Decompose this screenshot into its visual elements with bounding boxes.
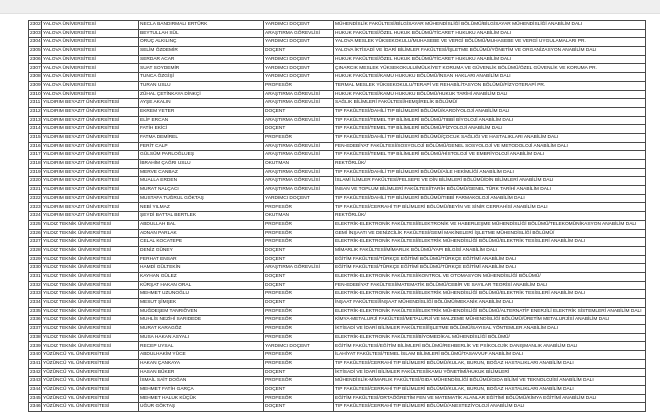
department-cell: İKTİSADİ VE İDARİ BİLİMLER FAKÜLTESİ/KAMU YÖNETİMİ/HUKUK BİLİMLERİ <box>334 368 646 377</box>
table-row <box>29 186 646 195</box>
table-row <box>29 394 646 403</box>
row-number-cell: 2325 <box>29 220 42 229</box>
person-name-cell: ABDULLAH BAL <box>139 220 264 229</box>
department-cell: TIP FAKÜLTESİ/CERRAHİ TIP BİLİMLERİ BÖLÜMÜ/KULAK, BURUN, BOĞAZ HASTALIKLARI ANABİLİM DALI <box>334 385 646 394</box>
table-row <box>29 299 646 308</box>
person-name-cell: MUALLA ERDEN <box>139 177 264 186</box>
academic-title-cell: ARAŞTIRMA GÖREVLİSİ <box>264 264 334 273</box>
person-name-cell: ORUÇ ALKILINÇ <box>139 38 264 47</box>
academic-title-cell: DOÇENT <box>264 299 334 308</box>
university-cell: YÜZÜNCÜ YIL ÜNİVERSİTESİ <box>42 403 139 412</box>
table-row <box>29 81 646 90</box>
university-cell: YILDIZ TEKNİK ÜNİVERSİTESİ <box>42 264 139 273</box>
table-row <box>29 359 646 368</box>
person-name-cell: CELAL KOCATEPE <box>139 238 264 247</box>
department-cell: ELEKTRİK-ELEKTRONİK FAKÜLTESİ/ELEKTRİK MÜHENDİSLİĞİ BÖLÜMÜ/ELEKTRİK TESİSLERİ ANABİLİM DALI <box>334 238 646 247</box>
table-row <box>29 142 646 151</box>
university-cell: YÜZÜNCÜ YIL ÜNİVERSİTESİ <box>42 359 139 368</box>
table-row <box>29 73 646 82</box>
row-number-cell: 2310 <box>29 90 42 99</box>
table-row <box>29 107 646 116</box>
department-cell: REKTÖRLÜK/ <box>334 160 646 169</box>
table-row <box>29 377 646 386</box>
department-cell: SAĞLIK BİLİMLERİ FAKÜLTESİ/HEMŞİRELİK BÖLÜMÜ/ <box>334 99 646 108</box>
university-cell: YALOVA ÜNİVERSİTESİ <box>42 29 139 38</box>
row-number-cell: 2322 <box>29 194 42 203</box>
person-name-cell: ABDULHAKİM YÜCE <box>139 351 264 360</box>
row-number-cell: 2329 <box>29 255 42 264</box>
academic-title-cell: PROFESÖR <box>264 316 334 325</box>
department-cell: İSLAMİ İLİMLER FAKÜLTESİ/FELSEFE VE DİN BİLİMLERİ BÖLÜMÜ/DİN BİLİMLERİ ANABİLİM DALI <box>334 177 646 186</box>
university-cell: YILDIRIM BEYAZIT ÜNİVERSİTESİ <box>42 212 139 221</box>
table-row <box>29 177 646 186</box>
academic-title-cell: YARDIMCI DOÇENT <box>264 21 334 30</box>
table-row <box>29 203 646 212</box>
university-cell: YILDIZ TEKNİK ÜNİVERSİTESİ <box>42 342 139 351</box>
academic-title-cell: PROFESÖR <box>264 351 334 360</box>
row-number-cell: 2341 <box>29 359 42 368</box>
university-cell: YILDIZ TEKNİK ÜNİVERSİTESİ <box>42 307 139 316</box>
person-name-cell: UĞUR GÖKTAŞ <box>139 403 264 412</box>
university-cell: YILDIZ TEKNİK ÜNİVERSİTESİ <box>42 325 139 334</box>
table-row <box>29 403 646 412</box>
person-name-cell: KÜRŞAT HAKAN ORAL <box>139 281 264 290</box>
person-name-cell: SUAT SOYDEMİR <box>139 64 264 73</box>
university-cell: YALOVA ÜNİVERSİTESİ <box>42 73 139 82</box>
person-name-cell: MUHLİS NEZİHİ SARIDEDE <box>139 316 264 325</box>
table-row <box>29 133 646 142</box>
university-cell: YILDIZ TEKNİK ÜNİVERSİTESİ <box>42 229 139 238</box>
row-number-cell: 2305 <box>29 47 42 56</box>
row-number-cell: 2304 <box>29 38 42 47</box>
academic-title-cell: DOÇENT <box>264 107 334 116</box>
department-cell: YALOVA MESLEK YÜKSEKOKULU/MUHASEBE VE VERGİ BÖLÜMÜ/MUHASEBE VE VERGİ UYGULAMALARI PR. <box>334 38 646 47</box>
academic-title-cell: ARAŞTIRMA GÖREVLİSİ <box>264 90 334 99</box>
table-row <box>29 368 646 377</box>
table-row <box>29 238 646 247</box>
table-row <box>29 125 646 134</box>
department-cell: FEN-EDEBİYAT FAKÜLTESİ/SOSYOLOJİ BÖLÜMÜ/GENEL SOSYOLOJİ VE METODOLOJİ ANABİLİM DALI <box>334 142 646 151</box>
academic-title-cell: PROFESÖR <box>264 333 334 342</box>
person-name-cell: EKREM YETER <box>139 107 264 116</box>
university-cell: YILDIRIM BEYAZIT ÜNİVERSİTESİ <box>42 99 139 108</box>
person-name-cell: MURAT KARAGÖZ <box>139 325 264 334</box>
row-number-cell: 2345 <box>29 394 42 403</box>
academic-title-cell: OKUTMAN <box>264 212 334 221</box>
table-row <box>29 307 646 316</box>
academic-title-cell: ARAŞTIRMA GÖREVLİSİ <box>264 151 334 160</box>
person-name-cell: SELİM ÖZDEMİR <box>139 47 264 56</box>
person-name-cell: FERİT CALP <box>139 142 264 151</box>
row-number-cell: 2306 <box>29 55 42 64</box>
university-cell: YILDIRIM BEYAZIT ÜNİVERSİTESİ <box>42 168 139 177</box>
table-row <box>29 333 646 342</box>
row-number-cell: 2330 <box>29 264 42 273</box>
row-number-cell: 2346 <box>29 403 42 412</box>
row-number-cell: 2302 <box>29 21 42 30</box>
academic-title-cell: ARAŞTIRMA GÖREVLİSİ <box>264 29 334 38</box>
table-row <box>29 151 646 160</box>
row-number-cell: 2312 <box>29 107 42 116</box>
department-cell: MİMARLIK FAKÜLTESİ/MİMARLIK BÖLÜMÜ/YAPI BİLGİSİ ANABİLİM DALI <box>334 246 646 255</box>
academic-title-cell: DOÇENT <box>264 255 334 264</box>
person-name-cell: FERHAT ENSAR <box>139 255 264 264</box>
department-cell: TIP FAKÜLTESİ/CERRAHİ TIP BİLİMLERİ BÖLÜMÜ/KULAK, BURUN, BOĞAZ HASTALIKLARI ANABİLİM DALI <box>334 359 646 368</box>
table-row <box>29 264 646 273</box>
row-number-cell: 2317 <box>29 151 42 160</box>
university-cell: YÜZÜNCÜ YIL ÜNİVERSİTESİ <box>42 394 139 403</box>
university-cell: YILDIRIM BEYAZIT ÜNİVERSİTESİ <box>42 151 139 160</box>
university-cell: YILDIZ TEKNİK ÜNİVERSİTESİ <box>42 290 139 299</box>
department-cell: FEN-EDEBİYAT FAKÜLTESİ/MATEMATİK BÖLÜMÜ/CEBİR VE SAYILAR TEORİSİ ANABİLİM DALI <box>334 281 646 290</box>
academic-title-cell: PROFESÖR <box>264 238 334 247</box>
person-name-cell: MESUT ŞİMŞEK <box>139 299 264 308</box>
department-cell: ÇINARCIK MESLEK YÜKSEKOKULU/MÜLKİYET KORUMA VE GÜVENLİK BÖLÜMÜ/ÖZEL GÜVENLİK VE KORUMA PR. <box>334 64 646 73</box>
person-name-cell: MUSTAFA TUĞRUL GÖKTAŞ <box>139 194 264 203</box>
table-row <box>29 160 646 169</box>
page-top-margin-strip <box>0 0 660 14</box>
person-name-cell: HAKAN ÇANKAYA <box>139 359 264 368</box>
table-row <box>29 29 646 38</box>
university-cell: YILDIZ TEKNİK ÜNİVERSİTESİ <box>42 238 139 247</box>
person-name-cell: AYŞE AKALIN <box>139 99 264 108</box>
department-cell: MÜHENDİSLİK-MİMARLIK FAKÜLTESİ/GIDA MÜHENDİSLİĞİ BÖLÜMÜ/GIDA BİLİMİ VE TEKNOLOJİSİ ANABİLİM DALI <box>334 377 646 386</box>
table-row <box>29 168 646 177</box>
table-row <box>29 55 646 64</box>
person-name-cell: SERDAR ACAR <box>139 55 264 64</box>
person-name-cell: KAYHAN GÜLEZ <box>139 272 264 281</box>
academic-title-cell: PROFESÖR <box>264 307 334 316</box>
university-cell: YILDIZ TEKNİK ÜNİVERSİTESİ <box>42 299 139 308</box>
department-cell: ELEKTRİK-ELEKTRONİK FAKÜLTESİ/ELEKTRONİK VE HABERLEŞME MÜHENDİSLİĞİ BÖLÜMÜ/TELEKOMÜNİKASYON ANABİLİM DALI <box>334 220 646 229</box>
department-cell: HUKUK FAKÜLTESİ/ÖZEL HUKUK BÖLÜMÜ/TİCARET HUKUKU ANABİLİM DALI <box>334 29 646 38</box>
table-row <box>29 212 646 221</box>
university-cell: YILDIZ TEKNİK ÜNİVERSİTESİ <box>42 246 139 255</box>
row-number-cell: 2316 <box>29 142 42 151</box>
row-number-cell: 2308 <box>29 73 42 82</box>
row-number-cell: 2334 <box>29 299 42 308</box>
table-row <box>29 220 646 229</box>
person-name-cell: TUNCA ÖZGİŞİ <box>139 73 264 82</box>
row-number-cell: 2333 <box>29 290 42 299</box>
row-number-cell: 2320 <box>29 177 42 186</box>
person-name-cell: MEHMET FATİH GARÇA <box>139 385 264 394</box>
academic-title-cell: PROFESÖR <box>264 325 334 334</box>
row-number-cell: 2327 <box>29 238 42 247</box>
row-number-cell: 2314 <box>29 125 42 134</box>
row-number-cell: 2340 <box>29 351 42 360</box>
person-name-cell: ADNAN PARLAK <box>139 229 264 238</box>
academic-title-cell: OKUTMAN <box>264 160 334 169</box>
academic-title-cell: PROFESÖR <box>264 220 334 229</box>
academic-title-cell: YARDIMCI DOÇENT <box>264 38 334 47</box>
academic-title-cell: PROFESÖR <box>264 133 334 142</box>
department-cell: MÜHENDİSLİK FAKÜLTESİ/BİLGİSAYAR MÜHENDİSLİĞİ BÖLÜMÜ/BİLGİSAYAR MÜHENDİSLİĞİ ANABİLİM DALI <box>334 21 646 30</box>
academic-title-cell: YARDIMCI DOÇENT <box>264 194 334 203</box>
academic-title-cell: DOÇENT <box>264 403 334 412</box>
academic-title-cell: ARAŞTIRMA GÖREVLİSİ <box>264 186 334 195</box>
dismissal-list-table <box>28 20 646 412</box>
row-number-cell: 2324 <box>29 212 42 221</box>
table-row <box>29 21 646 30</box>
academic-title-cell: DOÇENT <box>264 385 334 394</box>
university-cell: YILDIRIM BEYAZIT ÜNİVERSİTESİ <box>42 160 139 169</box>
table-row <box>29 47 646 56</box>
university-cell: YILDIRIM BEYAZIT ÜNİVERSİTESİ <box>42 186 139 195</box>
university-cell: YALOVA ÜNİVERSİTESİ <box>42 38 139 47</box>
row-number-cell: 2337 <box>29 325 42 334</box>
department-cell: İLAHİYAT FAKÜLTESİ/TEMEL İSLAM BİLİMLERİ BÖLÜMÜ/TASAVVUF ANABİLİM DALI <box>334 351 646 360</box>
university-cell: YÜZÜNCÜ YIL ÜNİVERSİTESİ <box>42 368 139 377</box>
department-cell: TIP FAKÜLTESİ/CERRAHİ TIP BİLİMLERİ BÖLÜMÜ/BEYİN VE SİNİR CERRAHİSİ ANABİLİM DALI <box>334 203 646 212</box>
academic-title-cell: ARAŞTIRMA GÖREVLİSİ <box>264 177 334 186</box>
document-page <box>28 20 646 412</box>
academic-title-cell: ARAŞTIRMA GÖREVLİSİ <box>264 142 334 151</box>
university-cell: YÜZÜNCÜ YIL ÜNİVERSİTESİ <box>42 385 139 394</box>
department-cell: HUKUK FAKÜLTESİ/KAMU HUKUKU BÖLÜMÜ/HUKUK TARİHİ ANABİLİM DALI <box>334 90 646 99</box>
person-name-cell: FATİH EKİCİ <box>139 125 264 134</box>
row-number-cell: 2342 <box>29 368 42 377</box>
person-name-cell: HAMDİ GÜLTEKİN <box>139 264 264 273</box>
person-name-cell: MUĞDEŞEM TANRIÖVEN <box>139 307 264 316</box>
university-cell: YILDIZ TEKNİK ÜNİVERSİTESİ <box>42 272 139 281</box>
table-row <box>29 38 646 47</box>
row-number-cell: 2336 <box>29 316 42 325</box>
academic-title-cell: DOÇENT <box>264 368 334 377</box>
row-number-cell: 2335 <box>29 307 42 316</box>
row-number-cell: 2307 <box>29 64 42 73</box>
table-row <box>29 255 646 264</box>
table-row <box>29 325 646 334</box>
university-cell: YALOVA ÜNİVERSİTESİ <box>42 55 139 64</box>
row-number-cell: 2332 <box>29 281 42 290</box>
department-cell: ELEKTRİK-ELEKTRONİK FAKÜLTESİ/ELEKTRİK MÜHENDİSLİĞİ BÖLÜMÜ/ALTERNATİF ENERJİLİ ELEKTRİK SİSTEMLERİ ANABİLİM DALI <box>334 307 646 316</box>
academic-title-cell: YARDIMCI DOÇENT <box>264 342 334 351</box>
person-name-cell: MEHMET UZUNOĞLU <box>139 290 264 299</box>
row-number-cell: 2311 <box>29 99 42 108</box>
table-row <box>29 281 646 290</box>
table-body <box>29 21 646 412</box>
academic-title-cell: YARDIMCI DOÇENT <box>264 64 334 73</box>
academic-title-cell: PROFESÖR <box>264 359 334 368</box>
row-number-cell: 2303 <box>29 29 42 38</box>
university-cell: YALOVA ÜNİVERSİTESİ <box>42 81 139 90</box>
academic-title-cell: YARDIMCI DOÇENT <box>264 73 334 82</box>
person-name-cell: MUSA HAKAN ASYALI <box>139 333 264 342</box>
row-number-cell: 2319 <box>29 168 42 177</box>
person-name-cell: İSMAİL SAİT DOĞAN <box>139 377 264 386</box>
person-name-cell: HASAN BÜKER <box>139 368 264 377</box>
row-number-cell: 2313 <box>29 116 42 125</box>
academic-title-cell: PROFESÖR <box>264 81 334 90</box>
university-cell: YALOVA ÜNİVERSİTESİ <box>42 90 139 99</box>
academic-title-cell: DOÇENT <box>264 281 334 290</box>
table-row <box>29 316 646 325</box>
table-row <box>29 246 646 255</box>
academic-title-cell: PROFESÖR <box>264 290 334 299</box>
department-cell: HUKUK FAKÜLTESİ/ÖZEL HUKUK BÖLÜMÜ/TİCARET HUKUKU ANABİLİM DALI <box>334 55 646 64</box>
person-name-cell: DENİZ GÜNEY <box>139 246 264 255</box>
university-cell: YILDIRIM BEYAZIT ÜNİVERSİTESİ <box>42 203 139 212</box>
table-row <box>29 351 646 360</box>
row-number-cell: 2339 <box>29 342 42 351</box>
department-cell: GEMİ İNŞAATI VE DENİZCİLİK FAKÜLTESİ/GEMİ MAKİNELERİ İŞLETME MÜHENDİSLİĞİ BÖLÜMÜ/ <box>334 229 646 238</box>
person-name-cell: İBRAHİM ÇAĞRI USLU <box>139 160 264 169</box>
department-cell: İKTİSADİ VE İDARİ BİLİMLER FAKÜLTESİ/İŞLETME BÖLÜMÜ/SAYISAL YÖNTEMLER ANABİLİM DALI <box>334 325 646 334</box>
department-cell: TIP FAKÜLTESİ/TEMEL TIP BİLİMLERİ BÖLÜMÜ/TIBBİ BİYOLOJİ ANABİLİM DALI <box>334 116 646 125</box>
department-cell: TIP FAKÜLTESİ/TEMEL TIP BİLİMLERİ BÖLÜMÜ/HİSTOLOJİ VE EMBRİYOLOJİ ANABİLİM DALI <box>334 151 646 160</box>
department-cell: TIP FAKÜLTESİ/DAHİLİ TIP BİLİMLERİ BÖLÜMÜ/TIBBİ FARMAKOLOJİ ANABİLİM DALI <box>334 194 646 203</box>
row-number-cell: 2315 <box>29 133 42 142</box>
person-name-cell: FATMA DEMİREL <box>139 133 264 142</box>
university-cell: YILDIRIM BEYAZIT ÜNİVERSİTESİ <box>42 133 139 142</box>
university-cell: YILDIZ TEKNİK ÜNİVERSİTESİ <box>42 255 139 264</box>
university-cell: YÜZÜNCÜ YIL ÜNİVERSİTESİ <box>42 377 139 386</box>
table-row <box>29 342 646 351</box>
department-cell: TIP FAKÜLTESİ/DAHİLİ TIP BİLİMLERİ BÖLÜMÜ/KARDİYOLOJİ ANABİLİM DALI <box>334 107 646 116</box>
person-name-cell: RECEP UYSAL <box>139 342 264 351</box>
academic-title-cell: PROFESÖR <box>264 377 334 386</box>
table-row <box>29 290 646 299</box>
university-cell: YILDIRIM BEYAZIT ÜNİVERSİTESİ <box>42 107 139 116</box>
university-cell: YALOVA ÜNİVERSİTESİ <box>42 47 139 56</box>
department-cell: İNSAN VE TOPLUM BİLİMLERİ FAKÜLTESİ/TARİH BÖLÜMÜ/GENEL TÜRK TARİHİ ANABİLİM DALI <box>334 186 646 195</box>
department-cell: EĞİTİM FAKÜLTESİ/TÜRKÇE EĞİTİMİ BÖLÜMÜ/TÜRKÇE EĞİTİMİ ANABİLİM DALI <box>334 264 646 273</box>
university-cell: YALOVA ÜNİVERSİTESİ <box>42 21 139 30</box>
table-row <box>29 64 646 73</box>
row-number-cell: 2309 <box>29 81 42 90</box>
row-number-cell: 2344 <box>29 385 42 394</box>
row-number-cell: 2318 <box>29 160 42 169</box>
department-cell: EĞİTİM FAKÜLTESİ/EĞİTİM BİLİMLERİ BÖLÜMÜ/REHBERLİK VE PSİKOLOJİK DANIŞMANLIK ANABİLİM DALI <box>334 342 646 351</box>
department-cell: ELEKTRİK-ELEKTRONİK FAKÜLTESİ/KONTROL VE OTOMASYON MÜHENDİSLİĞİ BÖLÜMÜ/ <box>334 272 646 281</box>
academic-title-cell: DOÇENT <box>264 272 334 281</box>
department-cell: EĞİTİM FAKÜLTESİ/TÜRKÇE EĞİTİMİ BÖLÜMÜ/TÜRKÇE EĞİTİMİ ANABİLİM DALI <box>334 255 646 264</box>
academic-title-cell: YARDIMCI DOÇENT <box>264 55 334 64</box>
university-cell: YILDIRIM BEYAZIT ÜNİVERSİTESİ <box>42 116 139 125</box>
person-name-cell: TURAN USLU <box>139 81 264 90</box>
university-cell: YILDIZ TEKNİK ÜNİVERSİTESİ <box>42 333 139 342</box>
academic-title-cell: ARAŞTIRMA GÖREVLİSİ <box>264 99 334 108</box>
university-cell: YILDIZ TEKNİK ÜNİVERSİTESİ <box>42 220 139 229</box>
department-cell: TERMAL MESLEK YÜKSEKOKULU/TERAPİ VE REHABİLİTASYON BÖLÜMÜ/FİZYOTERAPİ PR. <box>334 81 646 90</box>
academic-title-cell: PROFESÖR <box>264 229 334 238</box>
person-name-cell: MERVE CANBAZ <box>139 168 264 177</box>
department-cell: YALOVA İKTİSADİ VE İDARİ BİLİMLER FAKÜLTESİ/İŞLETME BÖLÜMÜ/YÖNETİM VE ORGANİZASYON ANABİLİM DALI <box>334 47 646 56</box>
table-row <box>29 229 646 238</box>
academic-title-cell: DOÇENT <box>264 125 334 134</box>
row-number-cell: 2343 <box>29 377 42 386</box>
department-cell: REKTÖRLÜK/ <box>334 212 646 221</box>
table-row <box>29 116 646 125</box>
table-row <box>29 272 646 281</box>
person-name-cell: MURAT NALÇACI <box>139 186 264 195</box>
person-name-cell: GÜLSÜM PARLOĞLUEŞ <box>139 151 264 160</box>
university-cell: YILDIRIM BEYAZIT ÜNİVERSİTESİ <box>42 125 139 134</box>
row-number-cell: 2338 <box>29 333 42 342</box>
academic-title-cell: DOÇENT <box>264 246 334 255</box>
university-cell: YILDIRIM BEYAZIT ÜNİVERSİTESİ <box>42 194 139 203</box>
academic-title-cell: PROFESÖR <box>264 203 334 212</box>
department-cell: İNŞAAT FAKÜLTESİ/İNŞAAT MÜHENDİSLİĞİ BÖLÜMÜ/MEKANİK ANABİLİM DALI <box>334 299 646 308</box>
university-cell: YILDIRIM BEYAZIT ÜNİVERSİTESİ <box>42 142 139 151</box>
row-number-cell: 2323 <box>29 203 42 212</box>
department-cell: KİMYA-METALURJİ FAKÜLTESİ/METALURJİ VE MALZEME MÜHENDİSLİĞİ BÖLÜMÜ/ÜRETİM METALURJİSİ ANABİLİM DALI <box>334 316 646 325</box>
row-number-cell: 2328 <box>29 246 42 255</box>
department-cell: TIP FAKÜLTESİ/TEMEL TIP BİLİMLERİ BÖLÜMÜ/FİZYOLOJİ ANABİLİM DALI <box>334 125 646 134</box>
academic-title-cell: DOÇENT <box>264 47 334 56</box>
university-cell: YILDIZ TEKNİK ÜNİVERSİTESİ <box>42 281 139 290</box>
person-name-cell: ELİF ERCAN <box>139 116 264 125</box>
university-cell: YILDIZ TEKNİK ÜNİVERSİTESİ <box>42 316 139 325</box>
person-name-cell: NECLA BANDIRMALI ERTÜRK <box>139 21 264 30</box>
table-row <box>29 90 646 99</box>
university-cell: YILDIRIM BEYAZIT ÜNİVERSİTESİ <box>42 177 139 186</box>
person-name-cell: NEBİ YILMAZ <box>139 203 264 212</box>
department-cell: TIP FAKÜLTESİ/DAHİLİ TIP BİLİMLERİ BÖLÜMÜ/ÇOCUK SAĞLIĞI VE HASTALIKLARI ANABİLİM DALI <box>334 133 646 142</box>
academic-title-cell: PROFESÖR <box>264 394 334 403</box>
university-cell: YALOVA ÜNİVERSİTESİ <box>42 64 139 73</box>
department-cell: EĞİTİM FAKÜLTESİ/ORTAÖĞRETİM FEN VE MATEMATİK ALANLAR EĞİTİMİ BÖLÜMÜ/KİMYA EĞİTİMİ ANABİLİM DALI <box>334 394 646 403</box>
table-row <box>29 99 646 108</box>
row-number-cell: 2331 <box>29 272 42 281</box>
row-number-cell: 2326 <box>29 229 42 238</box>
university-cell: YÜZÜNCÜ YIL ÜNİVERSİTESİ <box>42 351 139 360</box>
person-name-cell: ŞEYDİ BATTAL BERTLEK <box>139 212 264 221</box>
table-row <box>29 194 646 203</box>
department-cell: ELEKTRİK-ELEKTRONİK FAKÜLTESİ/BİYOMEDİKAL MÜHENDİSLİĞİ BÖLÜMÜ/ <box>334 333 646 342</box>
academic-title-cell: ARAŞTIRMA GÖREVLİSİ <box>264 116 334 125</box>
table-row <box>29 385 646 394</box>
person-name-cell: BEYTULLAH SÜL <box>139 29 264 38</box>
department-cell: ELEKTRİK-ELEKTRONİK FAKÜLTESİ/ELEKTRİK MÜHENDİSLİĞİ BÖLÜMÜ/ELEKTRİK TESİSLERİ ANABİLİM DALI <box>334 290 646 299</box>
person-name-cell: ZÜHAL ÇETİNKAYA DİNKÇİ <box>139 90 264 99</box>
person-name-cell: MEHMET HALUK KÜÇÜK <box>139 394 264 403</box>
department-cell: TIP FAKÜLTESİ/CERRAHİ TIP BİLİMLERİ BÖLÜMÜ/ANESTEZİYOLOJİ ANABİLİM DALI <box>334 403 646 412</box>
department-cell: TIP FAKÜLTESİ/DAHİLİ TIP BİLİMLERİ BÖLÜMÜ/AİLE HEKİMLİĞİ ANABİLİM DALI <box>334 168 646 177</box>
department-cell: HUKUK FAKÜLTESİ/KAMU HUKUKU BÖLÜMÜ/İNSAN HAKLARI ANABİLİM DALI <box>334 73 646 82</box>
row-number-cell: 2321 <box>29 186 42 195</box>
academic-title-cell: ARAŞTIRMA GÖREVLİSİ <box>264 168 334 177</box>
